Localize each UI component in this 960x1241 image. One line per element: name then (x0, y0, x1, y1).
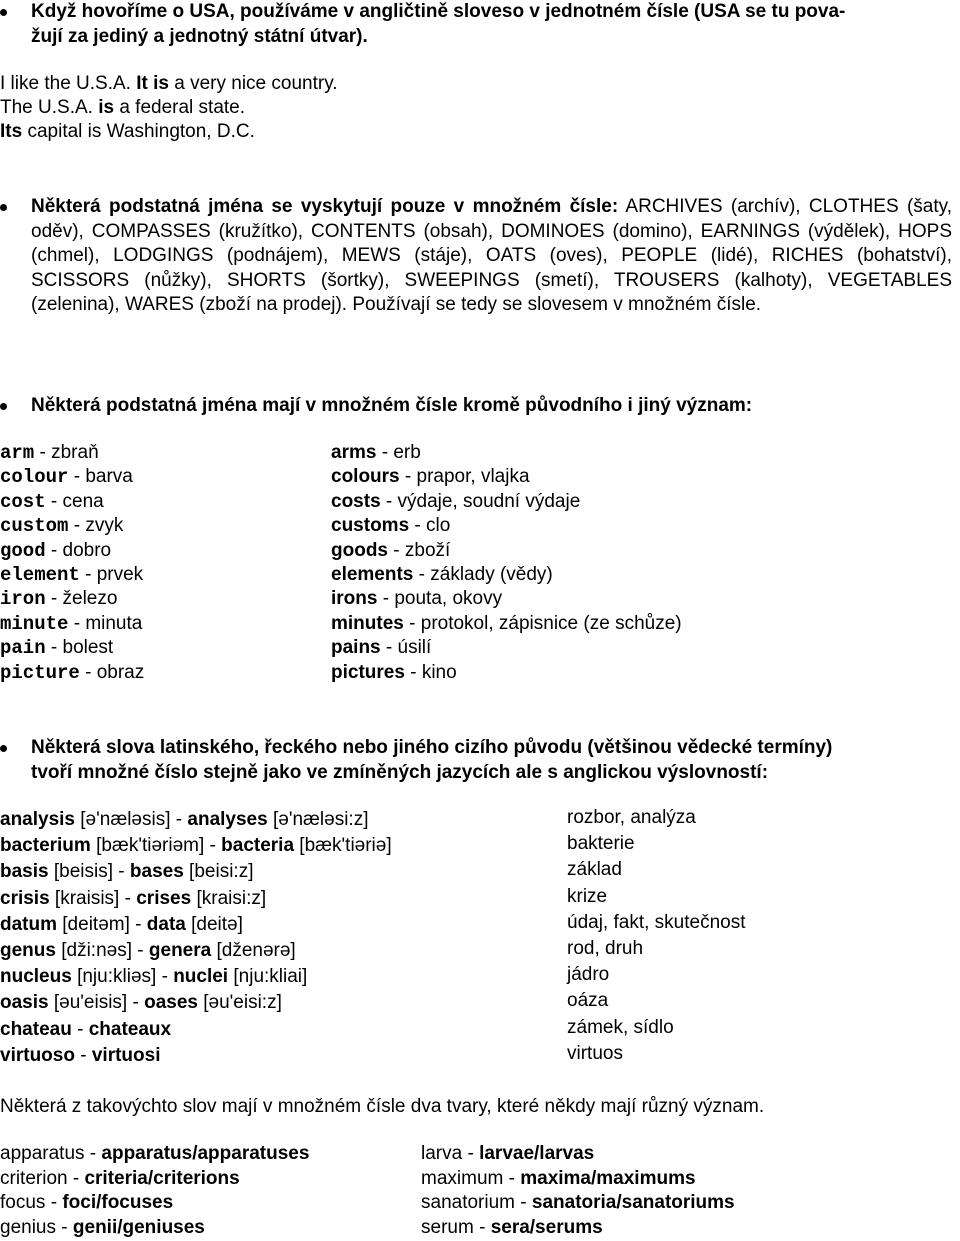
singular-word: nucleus (0, 966, 72, 988)
plural-forms: apparatus/apparatuses (101, 1143, 310, 1164)
singular-word: crisis (0, 887, 50, 909)
singular-word: analysis (0, 809, 75, 830)
singular-word: focus (0, 1192, 46, 1214)
table-row (0, 834, 392, 859)
dash-separator: - (135, 913, 142, 935)
plural-word: bacteria (221, 835, 295, 857)
list-item (0, 1167, 240, 1192)
singular-meaning: cena (62, 490, 104, 512)
singular-word: bacterium (0, 835, 91, 857)
dash-separator: - (209, 835, 216, 857)
plural-meaning: zboží (404, 539, 451, 561)
singular-pronunciation: [bӕk'tiəriəm] (90, 835, 205, 857)
plural-word: crises (136, 887, 192, 909)
table-row (0, 939, 296, 964)
plural-meaning: pouta, okovy (394, 588, 503, 610)
singular-word: element (0, 564, 80, 586)
dash-separator: - (409, 612, 416, 634)
singular-pronunciation: [dži:nəs] (55, 940, 132, 961)
plural-pronunciation: [kraisi:z] (191, 887, 267, 909)
dash-separator: - (73, 466, 81, 488)
dash-separator: - (520, 1192, 527, 1214)
singular-pronunciation: [nju:kliəs] (71, 966, 157, 988)
table-row (331, 563, 553, 588)
plural-only-tail: Používají se tedy se slovesem v množném čísle. (347, 294, 762, 315)
plural-word: colours (331, 466, 400, 488)
plural-only-item (0, 195, 960, 318)
meaning: virtuos (567, 1042, 623, 1064)
foreign-heading-line-1: Některá slova latinského, řeckého nebo jiného cizího původu (většinou vědecké termíny) (31, 737, 833, 758)
singular-meaning: dobro (62, 539, 112, 561)
plural-word: data (146, 913, 186, 935)
dash-separator: - (410, 661, 417, 683)
plural-meaning: prapor, vlajka (416, 466, 530, 488)
dash-separator: - (73, 612, 81, 634)
dash-separator: - (77, 1018, 84, 1040)
plural-word: virtuosi (91, 1044, 161, 1066)
dash-separator: - (50, 1192, 58, 1214)
list-item (421, 1167, 696, 1192)
singular-word: basis (0, 861, 49, 883)
plural-meaning: kino (421, 661, 457, 683)
table-row (0, 514, 123, 539)
singular-pronunciation: [deitəm] (57, 913, 130, 935)
singular-meaning: bolest (62, 637, 114, 659)
table-row (0, 887, 266, 912)
table-row (331, 636, 431, 661)
intro-line-1: Když hovoříme o USA, používáme v angličtině sloveso v jednotném čísle (USA se tu pova- (31, 1, 846, 22)
plural-pronunciation: [əu'eisi:z] (197, 992, 282, 1014)
dash-separator: - (175, 809, 183, 830)
singular-word: datum (0, 913, 57, 935)
plural-meaning: erb (393, 442, 421, 463)
dash-separator: - (418, 564, 425, 585)
singular-word: iron (0, 588, 46, 611)
dash-separator: - (385, 490, 393, 512)
meaning: zámek, sídlo (567, 1016, 674, 1038)
bullet-icon (0, 9, 7, 16)
bullet-icon (0, 745, 7, 752)
meaning: základ (567, 859, 622, 881)
dash-separator: - (132, 992, 139, 1014)
dash-separator: - (385, 637, 393, 659)
meaning: jádro (567, 964, 610, 986)
two-forms-note: Některá z takovýchto slov mají v množném čísle dva tvary, které někdy mají různý význam. (0, 1096, 765, 1117)
plural-word: arms (331, 442, 377, 463)
plural-meaning: základy (vědy) (430, 564, 553, 585)
table-row (0, 587, 117, 612)
meaning: oáza (567, 990, 609, 1012)
singular-pronunciation: [əu'eisis] (48, 992, 128, 1014)
plural-only-paragraph (31, 195, 952, 318)
singular-word: oasis (0, 992, 49, 1014)
plural-pronunciation: [beisi:z] (183, 861, 254, 883)
dash-separator: - (137, 940, 144, 961)
singular-word: arm (0, 442, 35, 464)
intro-bullet-item (0, 0, 960, 49)
list-item (421, 1142, 594, 1167)
table-row (0, 965, 307, 990)
dash-separator: - (124, 887, 131, 909)
meaning: krize (567, 885, 608, 907)
plural-word: minutes (331, 612, 404, 634)
plural-only-list: ARCHIVES (archív), CLOTHES (šaty, oděv), COMPASSES (kružítko), CONTENTS (obsah), DOMINOES (domino), EARNINGS (výdělek), HOPS (chmel), LODGINGS (podnájem), MEWS (stáje), OATS (oves), PEOPLE (lidé), RICHES (bohatství), SCISSORS (nůžky), SHORTS (šortky), SWEEPINGS (smetí), TROUSERS (kalhoty), VEGETABLES (zelenina), WARES (zboží na prodej). (31, 196, 952, 315)
dash-separator: - (161, 966, 168, 988)
plural-forms: maxima/maximums (520, 1167, 696, 1189)
dash-separator: - (467, 1143, 474, 1164)
singular-word: pain (0, 637, 46, 660)
table-row (0, 563, 143, 588)
meaning: údaj, fakt, skutečnost (567, 911, 746, 933)
dash-separator: - (50, 588, 58, 610)
table-row (0, 539, 111, 564)
table-row (0, 1018, 171, 1043)
singular-word: colour (0, 466, 69, 489)
singular-pronunciation: [kraisis] (49, 887, 120, 909)
table-row (0, 860, 253, 885)
plural-word: irons (331, 588, 378, 610)
dash-separator: - (89, 1143, 97, 1164)
plural-word: customs (331, 515, 410, 537)
example-sentence-2: The U.S.A. is a federal state. (0, 97, 246, 118)
singular-meaning: barva (85, 466, 133, 488)
plural-word: genera (148, 940, 212, 961)
dash-separator: - (393, 539, 400, 561)
singular-word: custom (0, 515, 69, 538)
double-meaning-heading: Některá podstatná jména mají v množném čísle kromě původního i jiný význam: (31, 395, 753, 416)
plural-forms: sera/serums (490, 1216, 603, 1238)
plural-word: nuclei (173, 966, 229, 988)
dash-separator: - (61, 1216, 68, 1238)
plural-forms: criteria/criterions (84, 1167, 240, 1189)
dash-separator: - (50, 637, 58, 659)
plural-forms: larvae/larvas (479, 1143, 595, 1164)
dash-separator: - (381, 442, 389, 463)
table-row (331, 514, 450, 539)
list-item (0, 1216, 205, 1241)
singular-word: apparatus (0, 1143, 85, 1164)
dash-separator: - (85, 661, 92, 683)
singular-word: minute (0, 612, 69, 635)
dash-separator: - (508, 1167, 515, 1189)
singular-meaning: prvek (96, 564, 144, 585)
singular-word: picture (0, 661, 80, 684)
singular-meaning: obraz (96, 661, 145, 683)
singular-word: chateau (0, 1018, 72, 1040)
plural-pronunciation: [nju:kliai] (228, 966, 308, 988)
plural-pronunciation: [ə'nӕləsi:z] (267, 809, 369, 830)
table-row (0, 490, 104, 515)
plural-word: costs (331, 490, 381, 512)
plural-pronunciation: [dženərə] (211, 940, 296, 961)
singular-pronunciation: [beisis] (48, 861, 114, 883)
singular-meaning: zbraň (51, 442, 99, 463)
plural-word: pictures (331, 661, 405, 683)
meaning: bakterie (567, 833, 635, 855)
singular-pronunciation: [ə'nӕləsis] (75, 809, 171, 830)
plural-meaning: protokol, zápisnice (ze schůze) (420, 612, 682, 634)
plural-word: bases (129, 861, 184, 883)
dash-separator: - (85, 564, 92, 585)
singular-meaning: minuta (85, 612, 143, 634)
double-meaning-heading-item (0, 394, 960, 419)
dash-separator: - (72, 1167, 80, 1189)
plural-word: chateaux (88, 1018, 172, 1040)
table-row (0, 661, 144, 686)
singular-word: genus (0, 940, 56, 961)
plural-forms: genii/geniuses (72, 1216, 205, 1238)
plural-word: oases (144, 992, 198, 1014)
table-row (331, 465, 530, 490)
dash-separator: - (80, 1044, 87, 1066)
plural-forms: sanatoria/sanatoriums (531, 1192, 735, 1214)
singular-word: genius (0, 1216, 56, 1238)
dash-separator: - (479, 1216, 486, 1238)
table-row (331, 490, 580, 515)
dash-separator: - (50, 539, 58, 561)
singular-word: good (0, 539, 46, 562)
singular-word: cost (0, 490, 46, 513)
singular-meaning: zvyk (85, 515, 124, 537)
plural-word: analyses (187, 809, 268, 830)
table-row (0, 913, 243, 938)
dash-separator: - (118, 861, 125, 883)
dash-separator: - (382, 588, 390, 610)
plural-word: elements (331, 564, 414, 585)
table-row (0, 1044, 160, 1069)
meaning: rozbor, analýza (567, 807, 696, 828)
list-item (0, 1191, 173, 1216)
singular-meaning: železo (62, 588, 118, 610)
meaning: rod, druh (567, 938, 644, 959)
singular-word: virtuoso (0, 1044, 75, 1066)
example-sentence-3: Its capital is Washington, D.C. (0, 121, 255, 142)
table-row (0, 991, 282, 1016)
intro-line-2: žují za jediný a jednotný státní útvar). (31, 25, 368, 47)
table-row (331, 441, 421, 466)
plural-meaning: výdaje, soudní výdaje (397, 490, 581, 512)
foreign-heading-item (0, 736, 960, 785)
plural-meaning: clo (426, 515, 451, 537)
table-row (331, 612, 682, 637)
plural-only-lead: Některá podstatná jména se vyskytují pouze v množném čísle: (31, 196, 619, 217)
table-row (0, 441, 99, 466)
singular-word: sanatorium (421, 1192, 515, 1214)
singular-word: serum (421, 1216, 474, 1238)
table-row (0, 808, 368, 833)
singular-word: maximum (421, 1167, 504, 1189)
list-item (421, 1216, 603, 1241)
plural-pronunciation: [deitə] (185, 913, 243, 935)
plural-pronunciation: [bӕk'tiəriə] (294, 835, 392, 857)
list-item (421, 1191, 735, 1216)
table-row (0, 465, 133, 490)
singular-word: criterion (0, 1167, 68, 1189)
table-row (0, 636, 113, 661)
singular-word: larva (421, 1143, 463, 1164)
plural-word: goods (331, 539, 388, 561)
list-item (0, 1142, 309, 1167)
plural-word: pains (331, 637, 381, 659)
plural-forms: foci/focuses (62, 1192, 174, 1214)
plural-meaning: úsilí (397, 637, 432, 659)
example-sentence-1: I like the U.S.A. It is a very nice country. (0, 73, 338, 94)
bullet-icon (0, 204, 7, 211)
foreign-heading-line-2: tvoří množné číslo stejně jako ve zmíněných jazycích ale s anglickou výslovností: (31, 761, 769, 783)
dash-separator: - (39, 442, 46, 463)
dash-separator: - (414, 515, 421, 537)
table-row (331, 661, 457, 686)
bullet-icon (0, 403, 7, 410)
dash-separator: - (73, 515, 81, 537)
dash-separator: - (404, 466, 412, 488)
table-row (331, 587, 502, 612)
table-row (331, 539, 450, 564)
dash-separator: - (50, 490, 58, 512)
table-row (0, 612, 142, 637)
